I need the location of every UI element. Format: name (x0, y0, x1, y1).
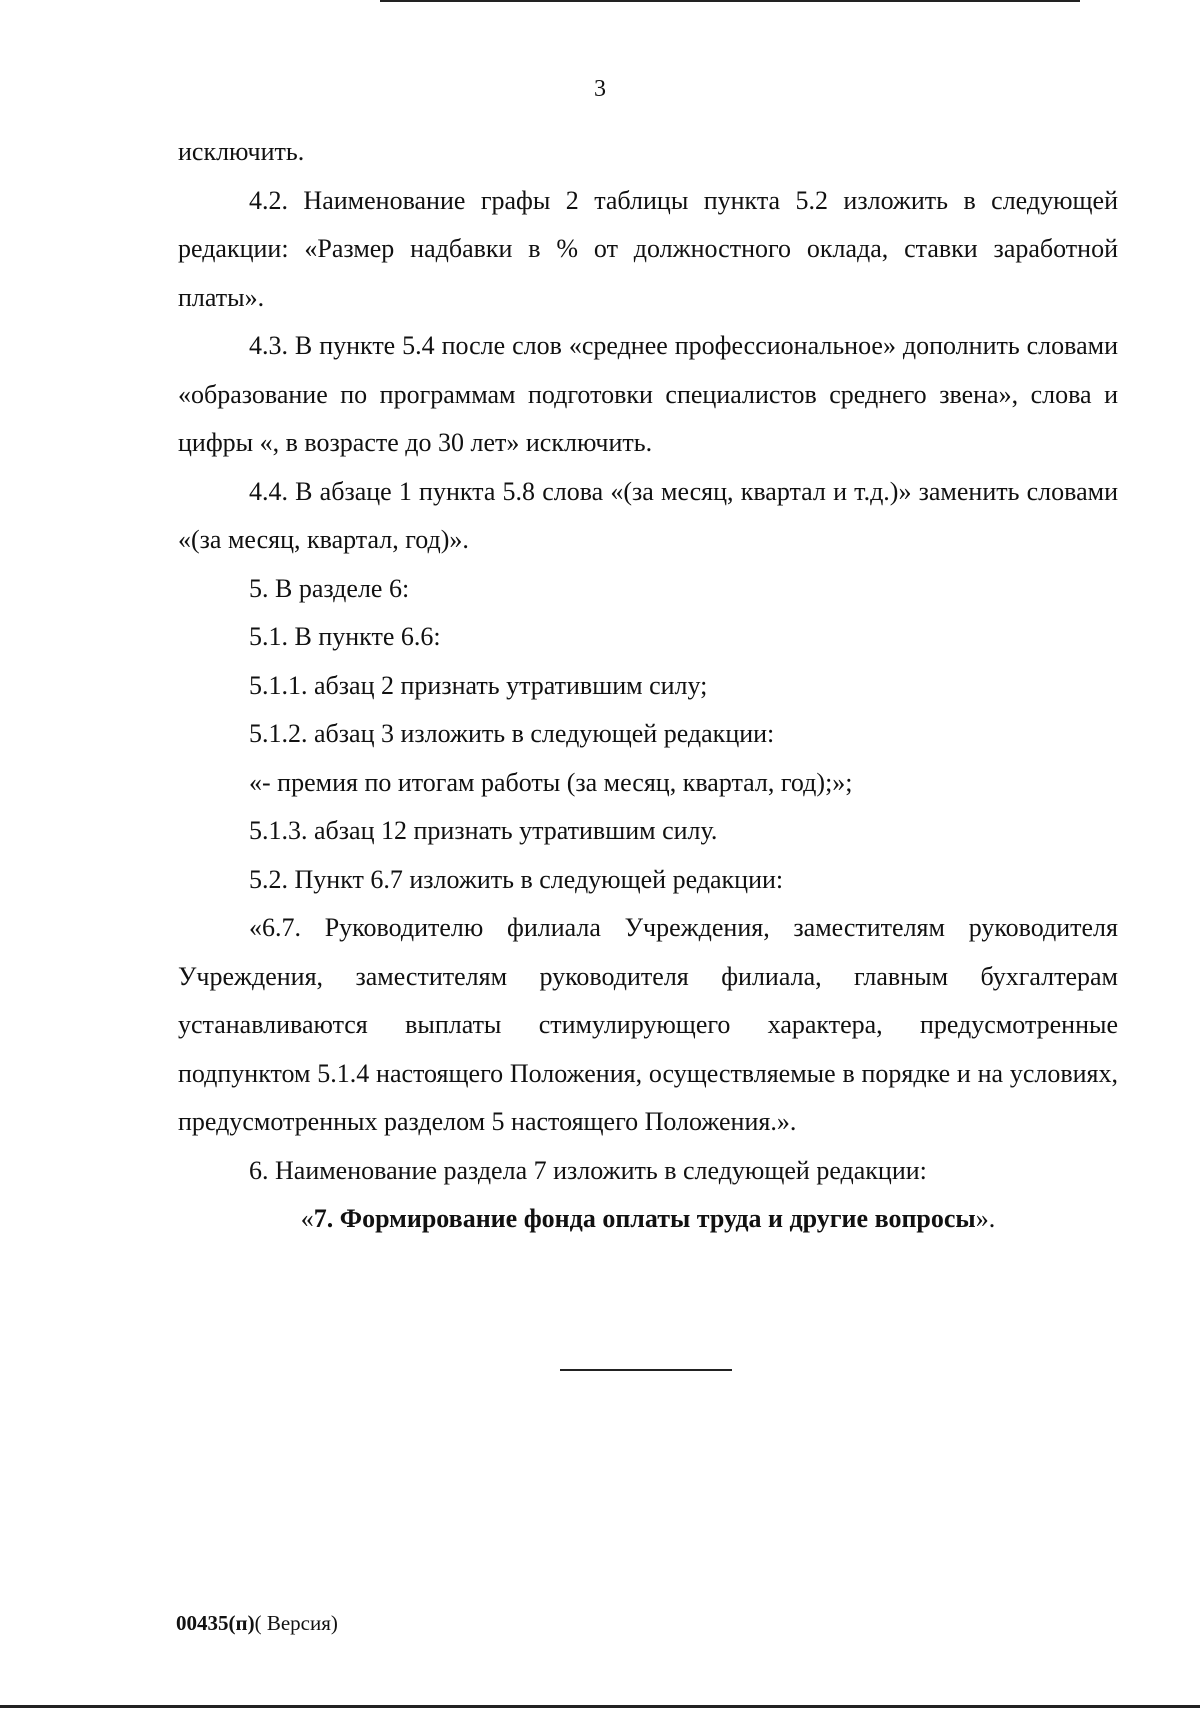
document-body (178, 128, 1118, 1244)
document-code-number: 00435(п) (176, 1611, 255, 1635)
paragraph-quote-premium: «- премия по итогам работы (за месяц, квартал, год);»; (249, 767, 853, 797)
section-7-heading (178, 1195, 1118, 1244)
paragraph-4-2: 4.2. Наименование графы 2 таблицы пункта 5.2 изложить в следующей редакции: «Размер надбавки в % от должностного оклада, ставки заработной платы». (178, 185, 1118, 312)
document-version-label: ( Версия) (254, 1611, 338, 1635)
paragraph-6: 6. Наименование раздела 7 изложить в следующей редакции: (249, 1155, 927, 1185)
heading-title: 7. Формирование фонда оплаты труда и другие вопросы (313, 1204, 976, 1233)
paragraph-5-1-3: 5.1.3. абзац 12 признать утратившим силу. (249, 816, 718, 845)
heading-close-quote: ». (975, 1204, 996, 1233)
page-number: 3 (594, 76, 606, 102)
paragraph-5-1-2: 5.1.2. абзац 3 изложить в следующей редакции: (249, 719, 775, 748)
top-edge-line (380, 0, 1080, 2)
paragraph-5-1-1: 5.1.1. абзац 2 признать утратившим силу; (249, 670, 708, 700)
paragraph-5-2: 5.2. Пункт 6.7 изложить в следующей редакции: (249, 864, 784, 894)
heading-open-quote: « (300, 1204, 314, 1233)
paragraph-continuation: исключить. (178, 137, 305, 166)
document-code (176, 1610, 338, 1636)
paragraph-6-7-quote: «6.7. Руководителю филиала Учреждения, заместителям руководителя Учреждения, заместителям руководителя филиала, главным бухгалтерам устанавливаются выплаты стимулирующего характера, предусмотренные подпунктом 5.1.4 настоящего Положения, осуществляемые в порядке и на условиях, предусмотренных разделом 5 настоящего Положения.». (178, 913, 1118, 1136)
paragraph-4-4: 4.4. В абзаце 1 пункта 5.8 слова «(за месяц, квартал и т.д.)» заменить словами «(за месяц, квартал, год)». (178, 476, 1118, 554)
end-of-text-line (560, 1369, 732, 1371)
bottom-edge-line (0, 1705, 1200, 1708)
paragraph-4-3: 4.3. В пункте 5.4 после слов «среднее профессиональное» дополнить словами «образование по программам подготовки специалистов среднего звена», слова и цифры «, в возрасте до 30 лет» исключить. (178, 331, 1118, 457)
paragraph-5-1: 5.1. В пункте 6.6: (249, 622, 441, 651)
paragraph-5: 5. В разделе 6: (249, 573, 410, 603)
